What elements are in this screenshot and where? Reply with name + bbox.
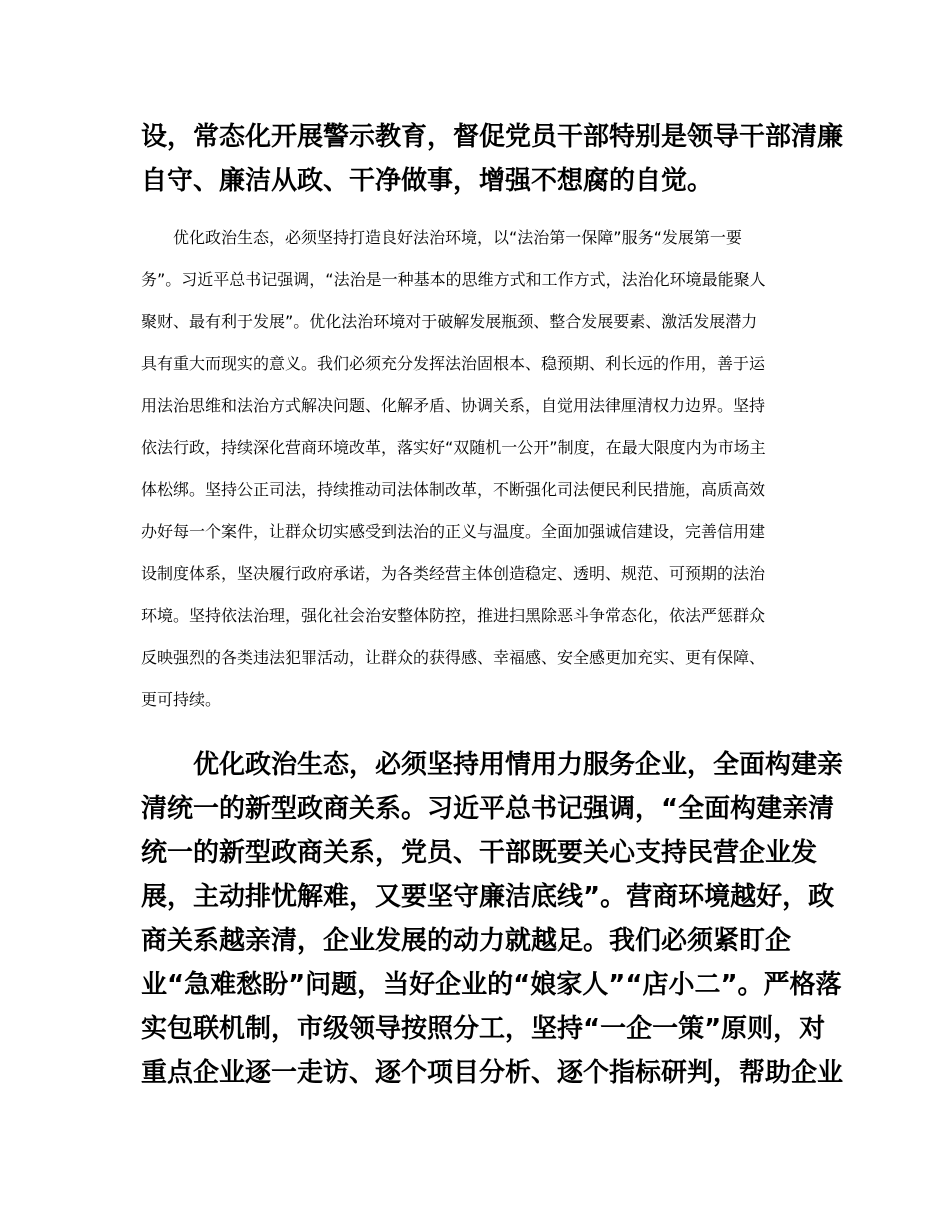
text-line: 务”。习近平总书记强调，“法治是一种基本的思维方式和工作方式，法治化环境最能聚人 — [141, 270, 766, 289]
text-line: 用法治思维和法治方式解决问题、化解矛盾、协调关系，自觉用法律厘清权力边界。坚持 — [141, 396, 766, 415]
text-line: 设制度体系，坚决履行政府承诺，为各类经营主体创造稳定、透明、规范、可预期的法治 — [141, 564, 766, 583]
text-line: 重点企业逐一走访、逐个项目分析、逐个指标研判，帮助企业 — [141, 1058, 844, 1088]
text-line: 更可持续。 — [141, 690, 222, 709]
text-line: 办好每一个案件，让群众切实感受到法治的正义与温度。全面加强诚信建设，完善信用建 — [141, 522, 766, 541]
text-line: 体松绑。坚持公正司法，持续推动司法体制改革，不断强化司法便民利民措施，高质高效 — [141, 480, 766, 499]
text-line: 展，主动排忧解难，又要坚守廉洁底线”。营商环境越好，政 — [141, 882, 835, 912]
text-line: 聚财、最有利于发展”。优化法治环境对于破解发展瓶颈、整合发展要素、激活发展潜力 — [141, 312, 758, 331]
text-line: 环境。坚持依法治理，强化社会治安整体防控，推进扫黑除恶斗争常态化，依法严惩群众 — [141, 606, 766, 625]
text-line: 业“急难愁盼”问题，当好企业的“娘家人”“店小二”。严格落 — [141, 970, 842, 1000]
text-line: 依法行政，持续深化营商环境改革，落实好“双随机一公开”制度，在最大限度内为市场主 — [141, 438, 766, 457]
text-line: 商关系越亲清，企业发展的动力就越足。我们必须紧盯企 — [141, 926, 792, 956]
text-line: 自守、廉洁从政、干净做事，增强不想腐的自觉。 — [141, 166, 714, 196]
text-line: 具有重大而现实的意义。我们必须充分发挥法治固根本、稳预期、利长远的作用，善于运 — [141, 354, 766, 373]
text-line: 实包联机制，市级领导按照分工，坚持“一企一策”原则，对 — [141, 1014, 826, 1044]
text-line: 设，常态化开展警示教育，督促党员干部特别是领导干部清廉 — [141, 122, 844, 152]
text-line: 反映强烈的各类违法犯罪活动，让群众的获得感、幸福感、安全感更加充实、更有保障、 — [141, 648, 766, 667]
text-line: 优化政治生态，必须坚持用情用力服务企业，全面构建亲 — [141, 750, 844, 780]
text-line: 统一的新型政商关系，党员、干部既要关心支持民营企业发 — [141, 838, 818, 868]
text-line: 清统一的新型政商关系。习近平总书记强调，“全面构建亲清 — [141, 794, 835, 824]
text-line: 优化政治生态，必须坚持打造良好法治环境，以“法治第一保障”服务“发展第一要 — [141, 228, 742, 247]
